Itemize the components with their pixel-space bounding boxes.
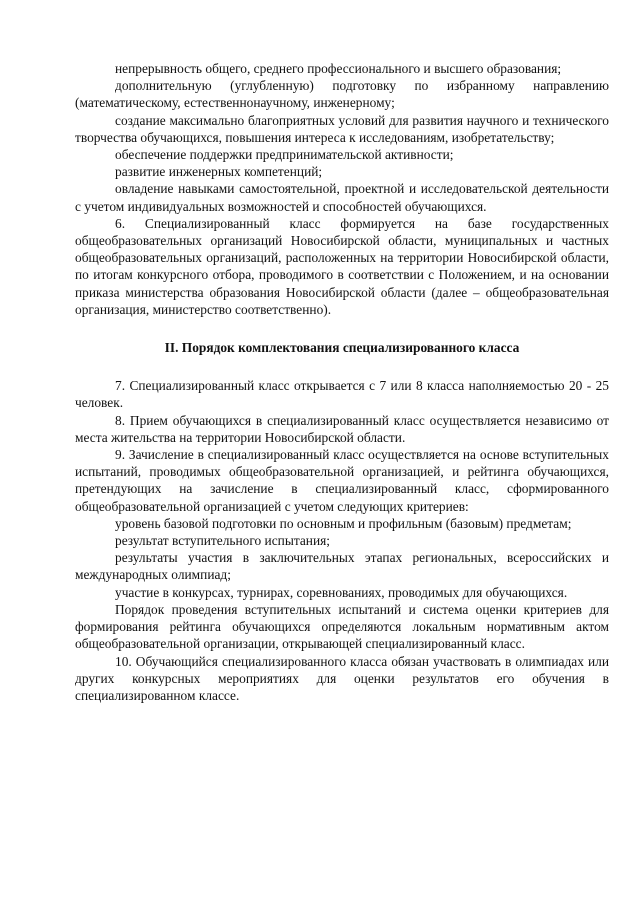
paragraph-rating-procedure: Порядок проведения вступительных испытаний и система оценки критериев для формирования рейтинга обучающихся определяются локальным нормативным актом общеобразовательной организации, открывающей специализированный класс. [75,601,609,652]
paragraph-entrepreneurship: обеспечение поддержки предпринимательской активности; [115,147,454,163]
paragraph-item-7: 7. Специализированный класс открывается с 7 или 8 класса наполняемостью 20 - 25 человек. [75,378,609,411]
paragraph-criterion-base-level: уровень базовой подготовки по основным и профильным (базовым) предметам; [115,515,572,531]
paragraph-criterion-contests: участие в конкурсах, турнирах, соревнованиях, проводимых для обучающихся. [115,584,568,600]
paragraph-criterion-olympiads: результаты участия в заключительных этапах региональных, всероссийских и международных олимпиад; [75,550,609,583]
paragraph-item-8: 8. Прием обучающихся в специализированный класс осуществляется независимо от места жительства на территории Новосибирской области. [75,412,609,445]
paragraph-item-6: 6. Специализированный класс формируется на базе государственных общеобразовательных организаций Новосибирской области, муниципальных и частных общеобразовательных организаций, расположенных на территории Новосибирской области, по итогам конкурсного отбора, проводимого в соответствии с Положением, и на основании приказа министерства образования Новосибирской области (далее – общеобразовательная организация, министерство соответственно). [75,215,609,317]
paragraph-advanced-training: дополнительную (углубленную) подготовку по избранному направлению (математическому, естественнонаучному, инженерному; [75,78,609,111]
paragraph-favorable-conditions: создание максимально благоприятных условий для развития научного и технического творчества обучающихся, повышения интереса к исследованиям, изобретательству; [75,112,609,145]
paragraph-item-9: 9. Зачисление в специализированный класс осуществляется на основе вступительных испытаний, проводимых общеобразовательной организацией, и рейтинга обучающихся, претендующих на зачисление в специализированный класс, сформированного общеобразовательной организацией с учетом следующих критериев: [75,447,609,514]
paragraph-continuity: непрерывность общего, среднего профессионального и высшего образования; [115,61,562,76]
paragraph-item-10: 10. Обучающийся специализированного класса обязан участвовать в олимпиадах или других конкурсных мероприятиях для оценки результатов его обучения в специализированном классе. [75,653,609,703]
paragraph-engineering-competencies: развитие инженерных компетенций; [115,164,323,180]
paragraph-criterion-entrance-test: результат вступительного испытания; [115,533,330,549]
paragraph-research-skills: овладение навыками самостоятельной, проектной и исследовательской деятельности с учетом индивидуальных возможностей и способностей обучающихся. [75,181,609,214]
section-heading: II. Порядок комплектования специализированного класса [164,340,520,356]
